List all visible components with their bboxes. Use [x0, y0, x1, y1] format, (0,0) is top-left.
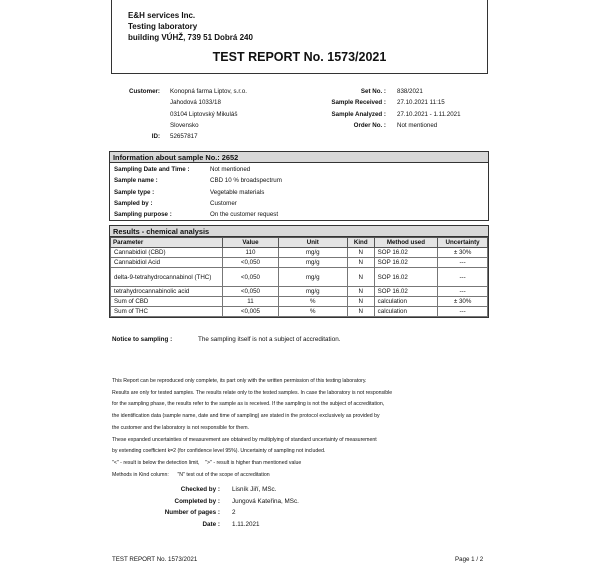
meta-values	[397, 86, 461, 131]
table-row	[111, 287, 488, 297]
cell-uncertainty: ± 30%	[438, 297, 488, 307]
cell-value: <0,050	[223, 258, 278, 268]
table-row	[111, 248, 488, 258]
cell-value: <0,050	[223, 268, 278, 287]
lab-name-line: E&H services Inc.	[128, 11, 196, 20]
cell-parameter: Sum of CBD	[111, 297, 223, 307]
info-label: Sampling purpose :	[114, 211, 172, 219]
customer-name: Konopná farma Liptov, s.r.o.	[170, 88, 247, 95]
lab-building-line: building VÚHŽ, 739 51 Dobrá 240	[128, 33, 253, 42]
customer-street: Jahodová 1033/18	[170, 99, 221, 107]
cell-value: <0,005	[223, 307, 278, 317]
results-heading: Results - chemical analysis	[110, 226, 488, 237]
sample-info-box	[109, 151, 489, 221]
info-value: Vegetable materials	[210, 188, 265, 196]
cell-value: <0,050	[223, 287, 278, 297]
cell-parameter: tetrahydrocannabinolic acid	[111, 287, 223, 297]
table-row	[111, 297, 488, 307]
disclaimer-line: for the sampling phase, the results refer to the sample as is received. If the sampling is not the subject of accreditation,	[112, 401, 385, 408]
col-parameter: Parameter	[111, 238, 223, 248]
cell-kind: N	[347, 297, 374, 307]
id-label: ID:	[151, 133, 160, 141]
checked-by-label: Checked by :	[180, 486, 220, 493]
cell-method: SOP 16.02	[374, 287, 438, 297]
info-row	[110, 175, 488, 186]
cell-unit: mg/g	[278, 248, 347, 258]
cell-kind: N	[347, 307, 374, 317]
results-box	[109, 225, 489, 318]
disclaimer-text	[112, 376, 492, 481]
lab-address	[128, 10, 253, 43]
report-title: TEST REPORT No. 1573/2021	[212, 50, 387, 64]
cell-method: SOP 16.02	[374, 248, 438, 258]
date-value: 1.11.2021	[232, 521, 260, 529]
cell-method: SOP 16.02	[374, 258, 438, 268]
pages-label: Number of pages :	[164, 509, 220, 517]
cell-unit: %	[278, 307, 347, 317]
cell-uncertainty: ± 30%	[438, 248, 488, 258]
signoff-labels	[150, 484, 220, 531]
set-no-label: Set No. :	[360, 88, 386, 95]
lab-type-line: Testing laboratory	[128, 22, 198, 31]
sample-received-label: Sample Received :	[331, 99, 386, 107]
cell-method: calculation	[374, 307, 438, 317]
cell-unit: mg/g	[278, 258, 347, 268]
customer-country: Slovensko	[170, 121, 199, 129]
sample-analyzed-value: 27.10.2021 - 1.11.2021	[397, 110, 461, 118]
info-row	[110, 209, 488, 220]
cell-uncertainty: ---	[438, 258, 488, 268]
pages-value: 2	[232, 509, 236, 517]
cell-parameter: Cannabidiol Acid	[111, 258, 223, 268]
completed-by-value: Jungová Kateřina, MSc.	[232, 497, 299, 505]
footer-report-no: TEST REPORT No. 1573/2021	[112, 556, 198, 563]
disclaimer-line: "<" - result is below the detection limit, ">" - result is higher than mentioned value	[112, 459, 302, 466]
info-value: On the customer request	[210, 211, 279, 219]
footer-page-number: Page 1 / 2	[455, 556, 484, 563]
info-value: Not mentioned	[210, 166, 251, 173]
info-value: Customer	[210, 199, 237, 207]
col-unit: Unit	[278, 238, 347, 248]
disclaimer-line: Results are only for tested samples. The results relate only to the tested samples. In case the laboratory is not responsible	[112, 389, 393, 396]
cell-kind: N	[347, 258, 374, 268]
customer-values	[170, 86, 247, 142]
results-header-row	[111, 238, 488, 248]
col-uncertainty: Uncertainty	[438, 238, 488, 248]
set-no-value: 838/2021	[397, 88, 423, 95]
cell-unit: mg/g	[278, 268, 347, 287]
notice-label: Notice to sampling :	[112, 336, 173, 343]
cell-value: 110	[223, 248, 278, 258]
sample-received-value: 27.10.2021 11:15	[397, 99, 445, 107]
table-row	[111, 268, 488, 287]
report-header	[111, 0, 488, 74]
disclaimer-line: Methods in Kind column: "N" test out of the scope of accreditation	[112, 471, 270, 478]
table-row	[111, 258, 488, 268]
completed-by-label: Completed by :	[174, 497, 220, 505]
info-label: Sampling Date and Time :	[114, 166, 190, 173]
cell-parameter: Sum of THC	[111, 307, 223, 317]
cell-unit: mg/g	[278, 287, 347, 297]
meta-labels	[300, 86, 386, 131]
info-value: CBD 10 % broadspectrum	[210, 177, 282, 185]
date-label: Date :	[202, 521, 220, 529]
order-no-value: Not mentioned	[397, 121, 438, 129]
info-row	[110, 164, 488, 175]
customer-labels	[110, 86, 160, 142]
results-table	[110, 237, 488, 317]
cell-parameter: Cannabidiol (CBD)	[111, 248, 223, 258]
cell-uncertainty: ---	[438, 268, 488, 287]
cell-uncertainty: ---	[438, 307, 488, 317]
info-label: Sampled by :	[114, 199, 153, 207]
signoff-values	[232, 484, 299, 531]
checked-by-value: Lisník Jiří, MSc.	[232, 486, 277, 493]
notice-text: The sampling itself is not a subject of accreditation.	[198, 336, 341, 343]
info-row	[110, 198, 488, 209]
sample-analyzed-label: Sample Analyzed :	[331, 110, 386, 118]
sampling-notice	[112, 336, 340, 343]
cell-parameter: delta-9-tetrahydrocannabinol (THC)	[111, 268, 223, 287]
col-kind: Kind	[347, 238, 374, 248]
cell-unit: %	[278, 297, 347, 307]
info-label: Sample type :	[114, 188, 155, 196]
cell-value: 11	[223, 297, 278, 307]
customer-id: 52657817	[170, 133, 198, 141]
info-row	[110, 187, 488, 198]
disclaimer-line: This Report can be reproduced only complete, its part only with the written permission of this testing laboratory.	[112, 378, 367, 384]
col-value: Value	[223, 238, 278, 248]
sample-info-heading: Information about sample No.: 2652	[110, 152, 488, 163]
disclaimer-line: These expanded uncertainties of measurement are obtained by multiplying of standard uncertainty of measurement	[112, 436, 377, 443]
cell-method: calculation	[374, 297, 438, 307]
disclaimer-line: the identification data (sample name, date and time of sampling) are stated in the protocol exclusively as provided by	[112, 413, 380, 420]
table-row	[111, 307, 488, 317]
customer-label: Customer:	[129, 88, 160, 95]
cell-kind: N	[347, 287, 374, 297]
cell-method: SOP 16.02	[374, 268, 438, 287]
col-method: Method used	[374, 238, 438, 248]
disclaimer-line: the customer and the laboratory is not responsible for them.	[112, 424, 249, 431]
order-no-label: Order No. :	[353, 121, 386, 129]
cell-uncertainty: ---	[438, 287, 488, 297]
cell-kind: N	[347, 248, 374, 258]
info-label: Sample name :	[114, 177, 158, 185]
customer-city: 03104 Liptovský Mikuláš	[170, 110, 238, 118]
cell-kind: N	[347, 268, 374, 287]
disclaimer-line: by extending coefficient k=2 (for confidence level 95%). Uncertainty of sampling not included.	[112, 448, 326, 455]
